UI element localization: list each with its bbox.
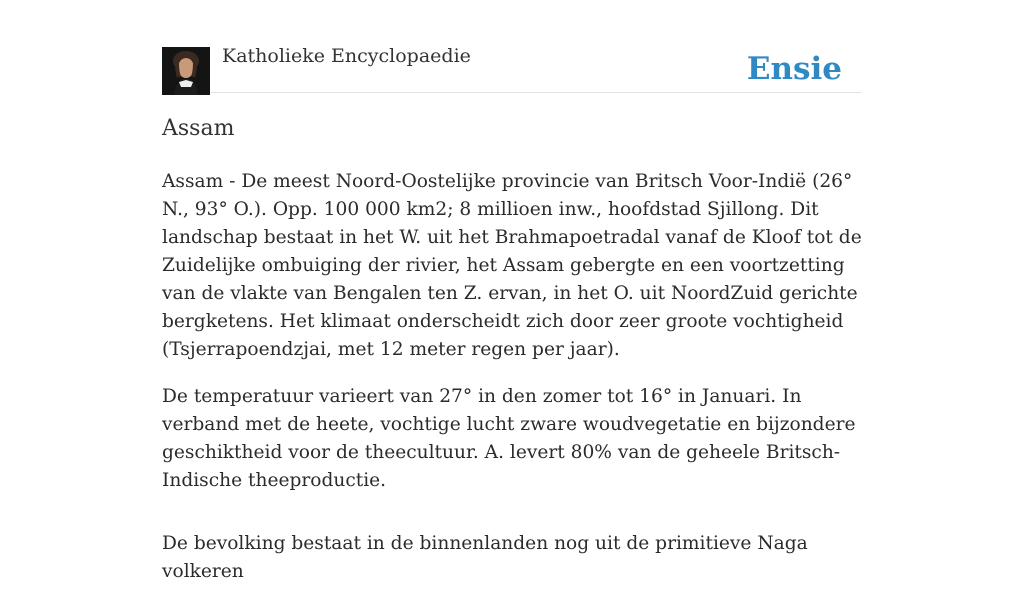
article-body (162, 168, 862, 605)
article-paragraph: De temperatuur varieert van 27° in den zomer tot 16° in Januari. In verband met de heete, vochtige lucht zware woudvegetatie en bijzondere geschiktheid voor de theecultuur. A. levert 80% van de geheele Britsch-Indische theeproductie. (162, 386, 856, 491)
article-paragraph: De bevolking bestaat in de binnenlanden nog uit de primitieve Naga volkeren (162, 533, 808, 582)
article-paragraph: Assam - De meest Noord-Oostelijke provincie van Britsch Voor-Indië (26° N., 93° O.). Opp. 100 000 km2; 8 millioen inw., hoofdstad Sjillong. Dit landschap bestaat in het W. uit het Brahmapoetradal vanaf de Kloof tot de Zuidelijke ombuiging der rivier, het Assam gebergte en een voortzetting van de vlakte van Bengalen ten Z. ervan, in het O. uit NoordZuid gerichte bergketens. Het klimaat onderscheidt zich door zeer groote vochtigheid (Tsjerrapoendzjai, met 12 meter regen per jaar). (162, 171, 862, 360)
article-title: Assam (162, 116, 235, 141)
ensie-logo-link[interactable]: Ensie (746, 51, 842, 87)
site-name-link[interactable]: Katholieke Encyclopaedie (222, 45, 471, 67)
site-header (162, 0, 862, 93)
page (162, 0, 862, 582)
portrait-avatar-icon[interactable] (162, 47, 210, 95)
